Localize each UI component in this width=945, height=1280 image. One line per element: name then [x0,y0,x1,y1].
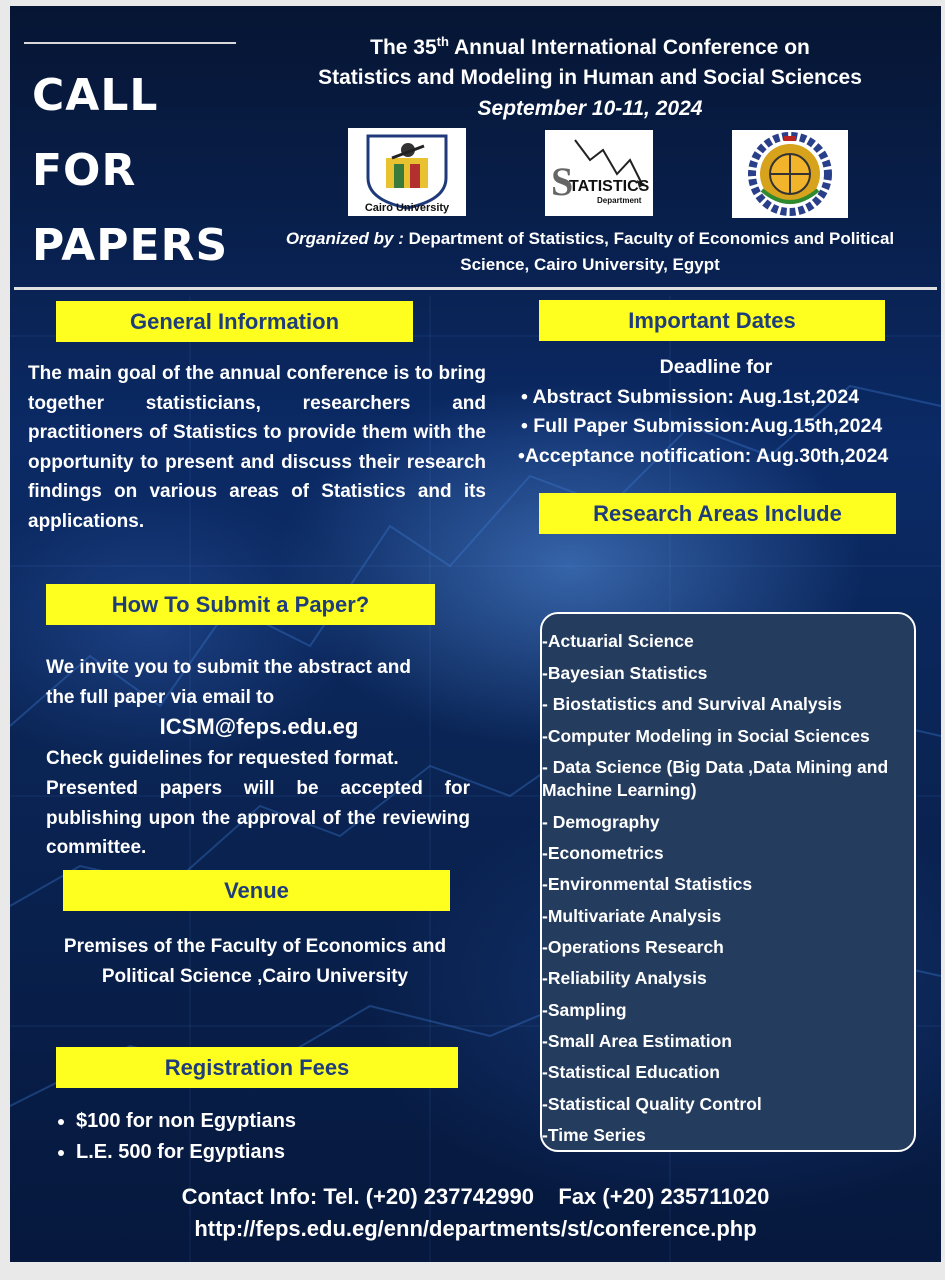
research-area-item: -Reliability Analysis [542,968,707,988]
research-area-item: -Statistical Education [542,1062,720,1082]
for-word: FOR [32,145,137,196]
research-area-item: -Sampling [542,1000,627,1020]
research-area-item: - Demography [542,812,660,832]
research-areas-panel [540,612,916,1152]
research-area-item: -Operations Research [542,937,724,957]
submission-email-link[interactable]: ICSM@feps.edu.eg [159,714,359,739]
papers-word: PAPERS [32,220,229,271]
conference-url-link[interactable]: http://feps.edu.eg/enn/departments/st/conference.php [194,1216,757,1241]
research-area-item: -Statistical Quality Control [542,1094,762,1114]
general-information-text: The main goal of the annual conference is to bring together statisticians, researchers and practitioners of Statistics to provide them with the opportunity to present and discuss their research findings on various areas of Statistics and its applications. [28,363,486,532]
research-area-item: -Bayesian Statistics [542,663,708,683]
deadline-label: Deadline for [659,356,773,378]
submit-line4: Presented papers will be accepted for publishing upon the approval of the reviewing committee. [46,778,470,858]
conference-date: September 10-11, 2024 [477,97,703,120]
call-word: CALL [32,70,159,121]
how-to-submit-heading: How To Submit a Paper? [46,584,435,625]
venue-line1: Premises of the Faculty of Economics and [63,936,447,957]
feps-logo [732,130,848,218]
organized-by-text: Department of Statistics, Faculty of Economics and Political Science, Cairo University, Egypt [403,229,895,274]
date-item-abstract: • Abstract Submission: Aug.1st,2024 [521,385,860,408]
feps-gear-globe-seal-icon [732,130,848,218]
cairo-university-logo [348,128,466,216]
organized-by-label: Organized by : [285,229,404,248]
organized-by [260,226,920,278]
research-area-item: -Econometrics [542,843,664,863]
date-item-full-paper: • Full Paper Submission:Aug.15th,2024 [521,415,883,437]
statistics-logo-letter: S [551,159,574,204]
statistics-logo-sub: Department [597,196,642,205]
research-area-item: -Actuarial Science [542,631,694,651]
date-item-acceptance: •Acceptance notification: Aug.30th,2024 [518,444,889,467]
fee-item-egyptians: • L.E. 500 for Egyptians [76,1137,296,1168]
research-area-item: - Biostatistics and Survival Analysis [542,694,842,714]
submit-line2: the full paper via email to [46,687,275,708]
important-dates-heading: Important Dates [539,300,885,341]
research-area-item: Machine Learning) [542,780,697,800]
registration-fees-list [50,1106,296,1168]
submit-line3: Check guidelines for requested format. [46,748,399,769]
research-area-item: -Small Area Estimation [542,1031,732,1051]
header-divider [14,287,937,290]
fee-item-non-egyptians: • $100 for non Egyptians [76,1106,296,1137]
research-area-item: -Computer Modeling in Social Sciences [542,726,870,746]
research-area-item: -Multivariate Analysis [542,906,722,926]
submit-line1: We invite you to submit the abstract and [46,657,411,678]
research-area-item: -Environmental Statistics [542,874,753,894]
registration-fees-heading: Registration Fees [56,1047,458,1088]
statistics-logo-word: TATISTICS [569,178,650,195]
venue-heading: Venue [63,870,450,911]
research-areas-heading: Research Areas Include [539,493,896,534]
research-area-item: - Data Science (Big Data ,Data Mining and [542,757,889,777]
research-area-item: -Time Series [542,1125,646,1145]
conference-title-line2: Statistics and Modeling in Human and Social Sciences [318,66,862,89]
general-information-heading: General Information [56,301,413,342]
important-dates-list [518,353,938,471]
conference-title-line1: The 35th Annual International Conference on [370,34,810,59]
contact-info: Contact Info: Tel. (+20) 237742990 Fax (+20) 235711020 [181,1184,770,1209]
conference-poster [10,6,941,1262]
statistics-department-logo [545,130,653,216]
top-rule [24,42,236,44]
cairo-university-caption: Cairo University [364,202,450,214]
venue-line2: Political Science ,Cairo University [101,966,409,987]
